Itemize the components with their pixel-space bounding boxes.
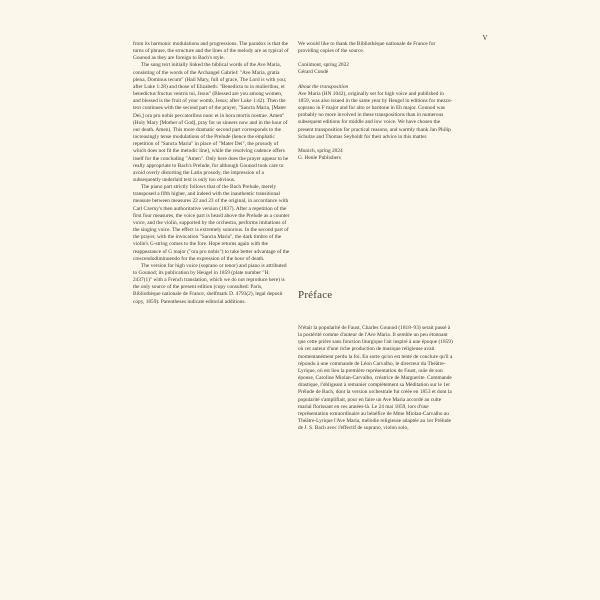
paragraph-intro-continued: from its harmonic modulations and progressions. The paradox is that the turns of phrase, the structure and the lines of the melody are as typical of Gounod as they are foreign to Bach's style.: [133, 41, 289, 62]
paragraph-piano-part: The piano part strictly follows that of the Bach Prelude, merely transposed a fifth higher, and indeed with the inauthentic transitional measure between measures 22 and 23 of the original, in accordance with Carl Czerny's then authoritative version (1837). After a repetition of the first four measures, the voice part is heard above the Prelude as a counter voice, and the violin, supported by the orchestra, performs imitations of the singing voice. The effect is extremely sonorous. In the second part of the prayer, with the invocation "Sancta Maria", the dark timbre of the violin's G-string comes to the fore. Hope returns again with the reappearance of G major ("ora pro nobis") to take better advantage of the crescendodiminuendo for the expression of the hour of death.: [133, 184, 290, 262]
acknowledgement-text: We would like to thank the Bibliothèque nationale de France for providing copies of the source.: [298, 41, 436, 55]
right-text-column: [298, 41, 455, 162]
publisher-name: G. Henle Publishers: [298, 155, 341, 162]
transposition-heading: About the transposition: [298, 83, 349, 90]
paragraph-sung-text: The sung text initially linked the biblical words of the Ave Maria, consisting of the words of the Archangel Gabriel: "Ave Maria, gratia plena, Dominus tecum" (Hail Mary, full of grace, The Lord is with you; after Luke 1:28) and those of Elizabeth: "Benedicta tu in mulieribus, et benedictus fructus ventris tui, Jesus" (Blessed are you among women, and blessed is the fruit of your womb, Jesus; after Luke 1:42). Then the text continues with the second part of the prayer, "Sancta Maria, [Mater Dei,] ora pro nobis peccatoribus nunc et in hora mortis nostrae. Amen" (Holy Mary [Mother of God], pray for us sinners now and in the hour of our death. Amen). This more dramatic second part corresponds to the increasingly tense modulations of the Prelude (hence the emphatic repetition of "Sancta Maria" in place of "Mater Dei", the prosody of which does not fit the melodic line), while the resolving cadence offers itself for the concluding "Amen". Only here does the prayer appear to be really appropriate to Bach's Prelude, for although Gounod took care to avoid overly distorting the Latin prosody, the impression of a subsequently underlaid text is only too obvious.: [133, 62, 289, 183]
paragraph-version-high-voice: The version for high voice (soprano or tenor) and piano is attributed to Gounod; its publication by Heugel in 1859 (plate number "H. 2437(1)" with a French translation, which we do not reproduce here) is the only source of the present edition (copy consulted: Paris, Bibliothèque nationale de France, shelfmark D. 4793(2), legal deposit copy, 1859). Parentheses indicate editorial additions.: [133, 262, 287, 305]
page-number: V: [482, 34, 488, 42]
author-name: Gérard Condé: [298, 69, 329, 76]
transposition-text: Ave Maria (HN 1042), originally set for high voice and published in 1859, was also issued in the same year by Heugel in editions for mezzo-soprano in F major and for alto or baritone in Eb major. Gounod was probably no more involved in these transpositions than in numerous subsequent editions for middle and low voice. We have chosen the present transposition for practical reasons, and warmly thank Jan Philip Schulze and Thomas Seyboldt for their advice in this matter.: [298, 90, 453, 140]
place-date-line: Coniimont, spring 2022: [298, 62, 349, 69]
munich-date-line: Munich, spring 2024: [298, 147, 343, 154]
preface-title: Préface: [298, 289, 333, 301]
preface-text-column: [298, 325, 455, 432]
left-text-column: [133, 41, 290, 306]
preface-paragraph: N'était la popularité de Faust, Charles Gounod (1818–93) serait passé à la postérité comme d'auteur de l'Ave Maria. Il semble un peu étonnant que cette prière sans fonction liturgique l'ait inspiré à une époque (1859) où cet auteur d'une riche production de musique religieuse avait momentanément perdu la foi. En sorte qu'on est tenté de conclure qu'il a répondu à une commande de Léon Carvalho, le directeur du Théâtre-Lyrique, où est lieu la première représentation de Faust, ouïe de son épouse, Caroline Miolan-Carvalho, créatrice de Marguerite. Commande drastique, l'obligeant à remanier complètement sa Méditation sur le 1er Prélude de Bach, dont la version orchestrale fut créée en 1853 et dont la popularité s'amplifiait, pour en faire un Ave Maria accordé au culte marial florissant en ces années-là. Le 24 mai 1859, lors d'une représentation extraordinaire au bénéfice de Mme Miolan-Carvalho au Théâtre-Lyrique l'Ave Maria, mélodie religieuse adaptée au 1er Prélude de J. S. Bach avec l'effectif de soprano, violon solo,: [298, 325, 453, 432]
